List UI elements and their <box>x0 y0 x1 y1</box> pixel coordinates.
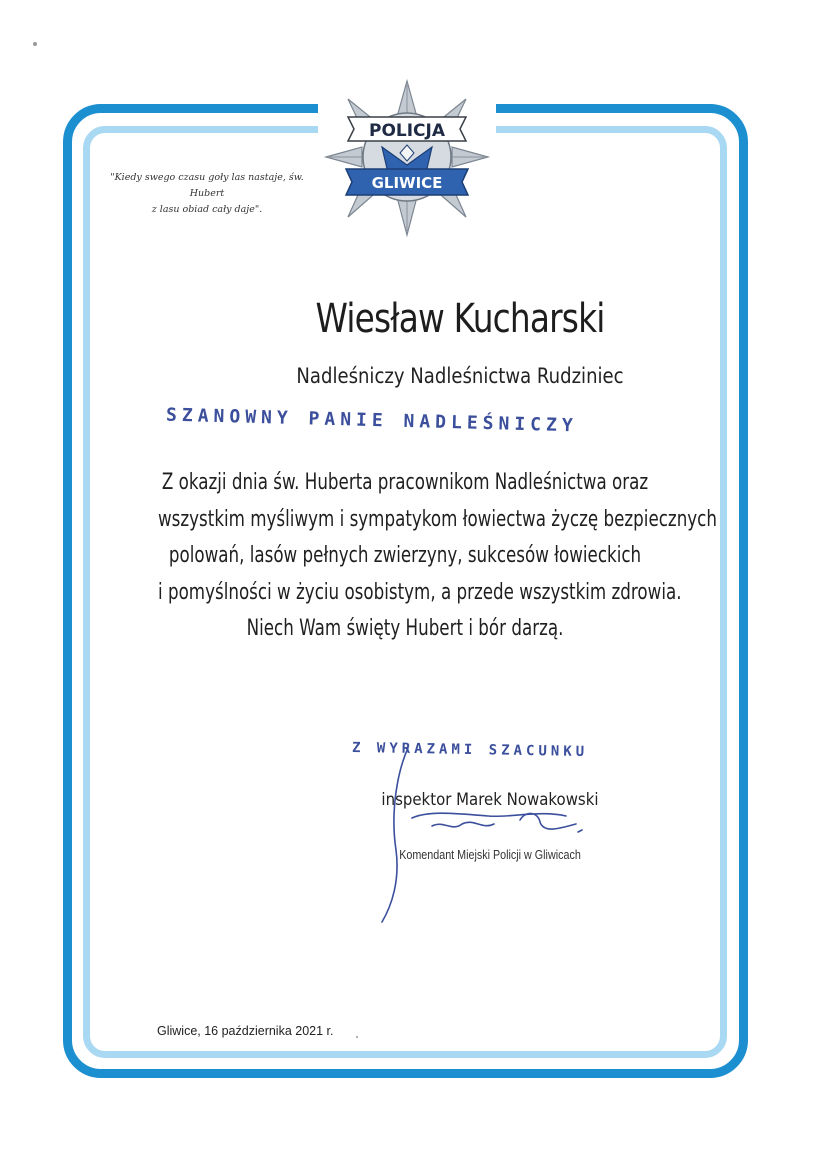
motto-line-2: z lasu obiad cały daje". <box>151 204 263 215</box>
sender-name: inspektor Marek Nowakowski <box>381 790 599 810</box>
badge-bottom-text: GLIWICE <box>371 174 443 192</box>
recipient-name: Wiesław Kucharski <box>315 296 605 342</box>
message-line-5: Niech Wam święty Hubert i bór darzą. <box>246 616 564 641</box>
message-body <box>158 465 717 648</box>
message-line-3: polowań, lasów pełnych zwierzyny, sukcesów łowieckich <box>168 543 642 568</box>
sender-position: Komendant Miejski Policji w Gliwicach <box>399 848 581 862</box>
place-and-date: Gliwice, 16 października 2021 r. <box>157 1024 334 1038</box>
police-badge-logo <box>318 77 496 239</box>
scan-speck <box>33 42 37 46</box>
badge-top-text: POLICJA <box>368 121 446 141</box>
recipient-title: Nadleśniczy Nadleśnictwa Rudziniec <box>296 364 624 388</box>
motto-line-1: "Kiedy swego czasu goły las nastaje, św. Hubert <box>110 172 304 199</box>
message-line-4: i pomyślności w życiu osobistym, a przede wszystkim zdrowia. <box>158 579 682 605</box>
handwritten-greeting: SZANOWNY PANIE NADLEŚNICZY <box>165 404 578 437</box>
handwritten-signature <box>370 740 610 930</box>
handwritten-closing: Z WYRAZAMI SZACUNKU <box>351 739 589 761</box>
hubert-motto <box>92 170 322 218</box>
message-line-2: wszystkim myśliwym i sympatykom łowiectwa życzę bezpiecznych <box>158 506 717 532</box>
scan-speck <box>356 1036 358 1038</box>
message-line-1: Z okazji dnia św. Huberta pracownikom Nadleśnictwa oraz <box>161 470 649 495</box>
police-star-icon <box>318 77 496 239</box>
